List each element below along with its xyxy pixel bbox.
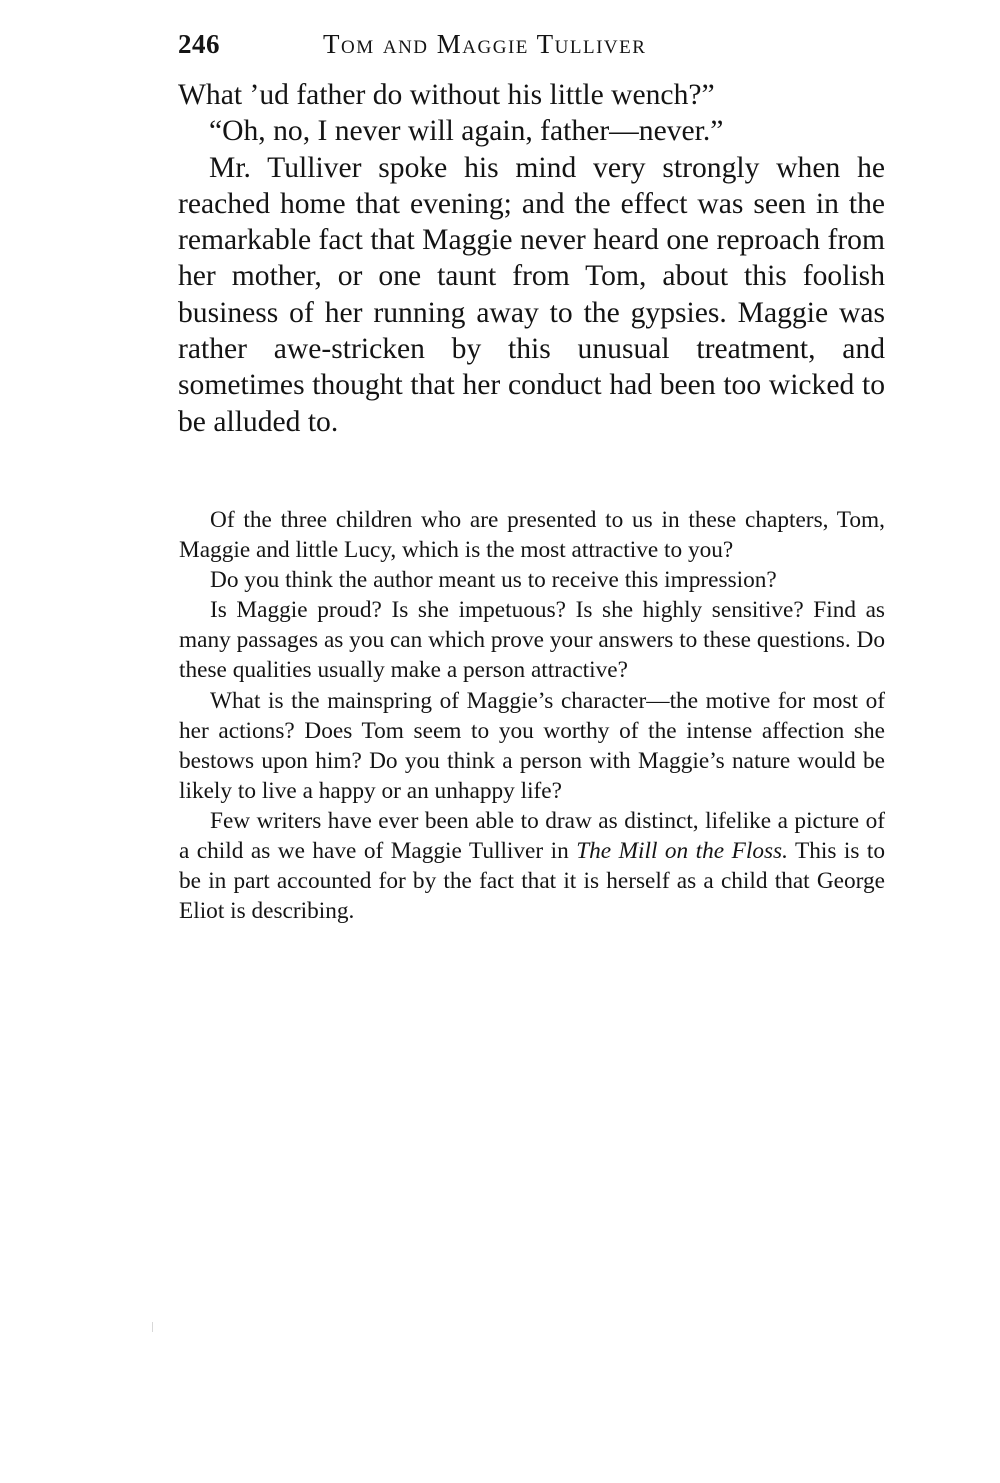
question-paragraph-3: Is Maggie proud? Is she impetuous? Is she highly sensitive? Find as many passages as you can which prove your answers to these questions. Do these qualities usually make a person attractive? — [179, 597, 885, 684]
narrative-passage — [178, 77, 885, 440]
page-number: 246 — [178, 29, 220, 59]
scan-speck — [152, 1322, 153, 1332]
question-paragraph-2: Do you think the author meant us to receive this impression? — [210, 567, 777, 594]
question-paragraph-5 — [179, 806, 885, 926]
running-title: Tom and Maggie Tulliver — [323, 29, 647, 59]
page-header — [178, 24, 898, 64]
passage-paragraph-1: What ’ud father do without his little wench?” — [178, 79, 715, 111]
book-title: The Mill on the Floss. — [576, 838, 788, 865]
question-paragraph-4: What is the mainspring of Maggie’s character—the motive for most of her actions? Does Tom seem to you worthy of the intense affection she bestows upon him? Do you think a person with Maggie’s nature would be likely to live a happy or an unhappy life? — [179, 687, 885, 804]
passage-paragraph-3: Mr. Tulliver spoke his mind very strongly when he reached home that evening; and the effect was seen in the remarkable fact that Maggie never heard one reproach from her mother, or one taunt from Tom, about this foolish business of her running away to the gypsies. Maggie was rather awe-stricken by this unusual treatment, and sometimes thought that her conduct had been too wicked to be alluded to. — [178, 151, 885, 438]
question-paragraph-1: Of the three children who are presented to us in these chapters, Tom, Maggie and little Lucy, which is the most attractive to you? — [179, 507, 885, 564]
question-5-start: Few writers have ever been able to draw as distinct, lifelike a picture of a child as we have of Maggie Tulliver in — [179, 807, 885, 865]
passage-paragraph-2: “Oh, no, I never will again, father—never.” — [209, 115, 724, 148]
study-questions — [179, 505, 885, 926]
question-5-end: This is to be in part accounted for by the fact that it is herself as a child that George Eliot is describing. — [179, 838, 885, 925]
